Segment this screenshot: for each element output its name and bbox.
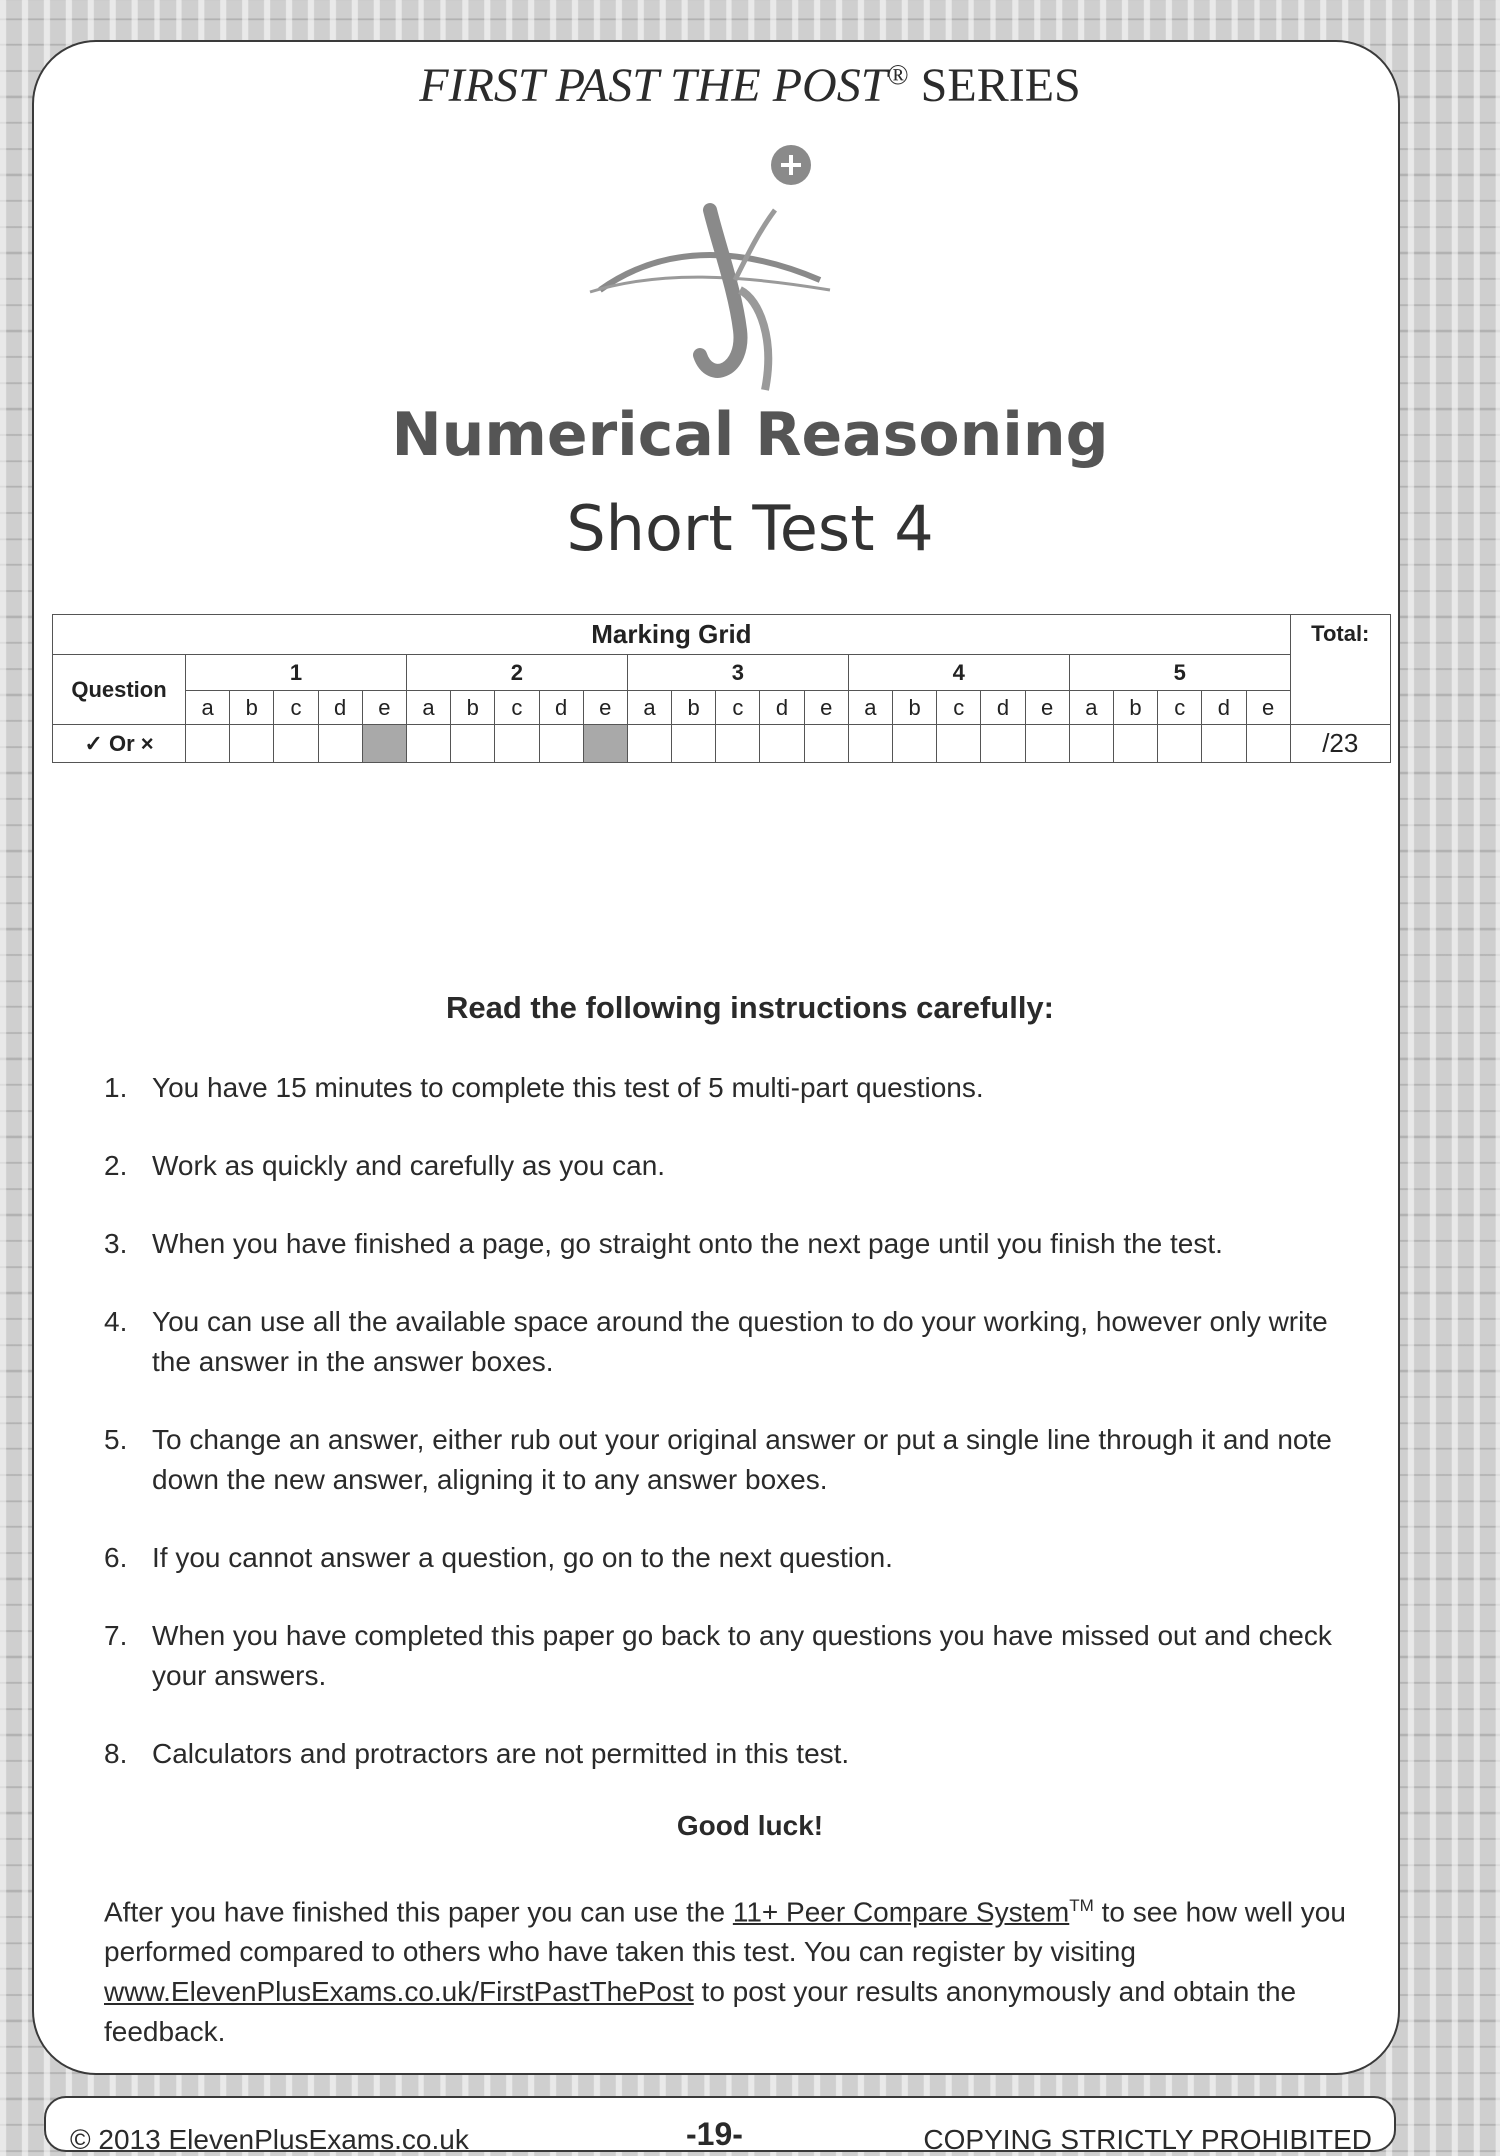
mark-cell[interactable] xyxy=(230,725,274,763)
part-label: e xyxy=(1246,691,1290,725)
page-subtitle: Short Test 4 xyxy=(566,492,934,565)
mark-cell[interactable] xyxy=(1246,725,1290,763)
mark-cell[interactable] xyxy=(937,725,981,763)
instruction-number: 3. xyxy=(104,1228,128,1259)
mark-cell[interactable] xyxy=(760,725,804,763)
mark-cell-disabled xyxy=(362,725,406,763)
mark-cell[interactable] xyxy=(716,725,760,763)
peer-compare-link[interactable]: 11+ Peer Compare System xyxy=(732,1896,1070,1928)
mark-cell[interactable] xyxy=(627,725,671,763)
mark-cell[interactable] xyxy=(981,725,1025,763)
instruction-item xyxy=(104,1068,1334,1108)
instruction-text: When you have finished a page, go straight onto the next page until you finish the test. xyxy=(152,1228,1223,1259)
total-label: Total: xyxy=(1290,615,1390,725)
mark-cell[interactable] xyxy=(848,725,892,763)
register-link[interactable]: www.ElevenPlusExams.co.uk/FirstPastThePost xyxy=(104,1976,694,2008)
series-main: FIRST PAST THE POST xyxy=(419,59,888,112)
question-number: 3 xyxy=(627,655,848,691)
page-footer xyxy=(44,2096,1396,2155)
part-label: b xyxy=(230,691,274,725)
after-paragraph xyxy=(104,1886,1354,2052)
marking-grid xyxy=(52,614,1391,763)
after-text-3: to post your results anonymously and obtain the feedback. xyxy=(104,1976,1297,2048)
mark-cell[interactable] xyxy=(495,725,539,763)
mark-cell[interactable] xyxy=(1025,725,1069,763)
mark-cell[interactable] xyxy=(893,725,937,763)
footer-notice: COPYING STRICTLY PROHIBITED xyxy=(923,2124,1372,2155)
instruction-item xyxy=(104,1302,1334,1382)
part-label: e xyxy=(583,691,627,725)
question-label: Question xyxy=(53,655,186,725)
series-title xyxy=(0,58,1500,113)
instruction-number: 8. xyxy=(104,1738,128,1769)
instruction-text: To change an answer, either rub out your original answer or put a single line through it and note down the new answer, aligning it to any answer boxes. xyxy=(152,1424,1332,1495)
tick-or-cross-label: ✓ Or × xyxy=(53,725,186,763)
part-label: a xyxy=(627,691,671,725)
mark-cell[interactable] xyxy=(539,725,583,763)
part-label: e xyxy=(1025,691,1069,725)
after-text-2: to see how well you performed compared to others who have taken this test. You can register by visiting xyxy=(104,1896,1346,1968)
mark-cell[interactable] xyxy=(274,725,318,763)
instruction-number: 5. xyxy=(104,1424,128,1455)
mark-cell[interactable] xyxy=(1158,725,1202,763)
footer-page-number: -19- xyxy=(686,2116,743,2152)
part-label: a xyxy=(186,691,230,725)
trademark-mark: TM xyxy=(1069,1896,1094,1915)
mark-cell[interactable] xyxy=(318,725,362,763)
mark-cell[interactable] xyxy=(804,725,848,763)
part-label: c xyxy=(274,691,318,725)
instruction-item xyxy=(104,1734,1334,1774)
instruction-item xyxy=(104,1146,1334,1186)
instruction-text: You can use all the available space around the question to do your working, however only write the answer in the answer boxes. xyxy=(152,1306,1328,1377)
question-number: 4 xyxy=(848,655,1069,691)
mark-cell[interactable] xyxy=(186,725,230,763)
instruction-text: If you cannot answer a question, go on to the next question. xyxy=(152,1542,893,1573)
part-label: a xyxy=(406,691,450,725)
question-number: 2 xyxy=(406,655,627,691)
mark-cell[interactable] xyxy=(672,725,716,763)
part-label: b xyxy=(672,691,716,725)
part-label: c xyxy=(937,691,981,725)
instructions-list xyxy=(104,1068,1334,1774)
total-value: /23 xyxy=(1290,725,1390,763)
instruction-number: 1. xyxy=(104,1072,128,1103)
footer-copyright: © 2013 ElevenPlusExams.co.uk xyxy=(70,2124,469,2155)
part-label: b xyxy=(1113,691,1157,725)
mark-cell[interactable] xyxy=(1202,725,1246,763)
instruction-item xyxy=(104,1616,1334,1696)
question-number: 5 xyxy=(1069,655,1290,691)
mark-cell-disabled xyxy=(583,725,627,763)
part-label: d xyxy=(981,691,1025,725)
part-label: d xyxy=(1202,691,1246,725)
instruction-text: When you have completed this paper go back to any questions you have missed out and check your answers. xyxy=(152,1620,1332,1691)
part-label: d xyxy=(318,691,362,725)
instruction-text: Calculators and protractors are not permitted in this test. xyxy=(152,1738,850,1769)
part-label: d xyxy=(760,691,804,725)
instructions-heading: Read the following instructions carefully: xyxy=(445,990,1054,1025)
instruction-number: 2. xyxy=(104,1150,128,1181)
part-label: e xyxy=(362,691,406,725)
instruction-number: 6. xyxy=(104,1542,128,1573)
good-luck-text: Good luck! xyxy=(676,1810,824,1841)
instruction-item xyxy=(104,1420,1334,1500)
instruction-text: You have 15 minutes to complete this test of 5 multi-part questions. xyxy=(152,1072,984,1103)
part-label: b xyxy=(451,691,495,725)
mark-cell[interactable] xyxy=(1069,725,1113,763)
part-label: e xyxy=(804,691,848,725)
mark-cell[interactable] xyxy=(451,725,495,763)
instruction-number: 7. xyxy=(104,1620,128,1651)
part-label: a xyxy=(1069,691,1113,725)
instruction-number: 4. xyxy=(104,1306,128,1337)
mark-cell[interactable] xyxy=(1113,725,1157,763)
after-text-1: After you have finished this paper you can use the xyxy=(104,1896,733,1928)
series-tail: SERIES xyxy=(908,59,1081,112)
part-label: b xyxy=(893,691,937,725)
brand-logo-icon xyxy=(560,140,880,400)
instruction-item xyxy=(104,1224,1334,1264)
question-number: 1 xyxy=(186,655,407,691)
instruction-text: Work as quickly and carefully as you can. xyxy=(152,1150,666,1181)
instruction-item xyxy=(104,1538,1334,1578)
registered-mark: ® xyxy=(887,60,909,91)
part-label: c xyxy=(1158,691,1202,725)
part-label: c xyxy=(495,691,539,725)
mark-cell[interactable] xyxy=(406,725,450,763)
part-label: c xyxy=(716,691,760,725)
part-label: d xyxy=(539,691,583,725)
marking-grid-caption: Marking Grid xyxy=(53,615,1291,655)
page-title: Numerical Reasoning xyxy=(391,400,1109,470)
part-label: a xyxy=(848,691,892,725)
